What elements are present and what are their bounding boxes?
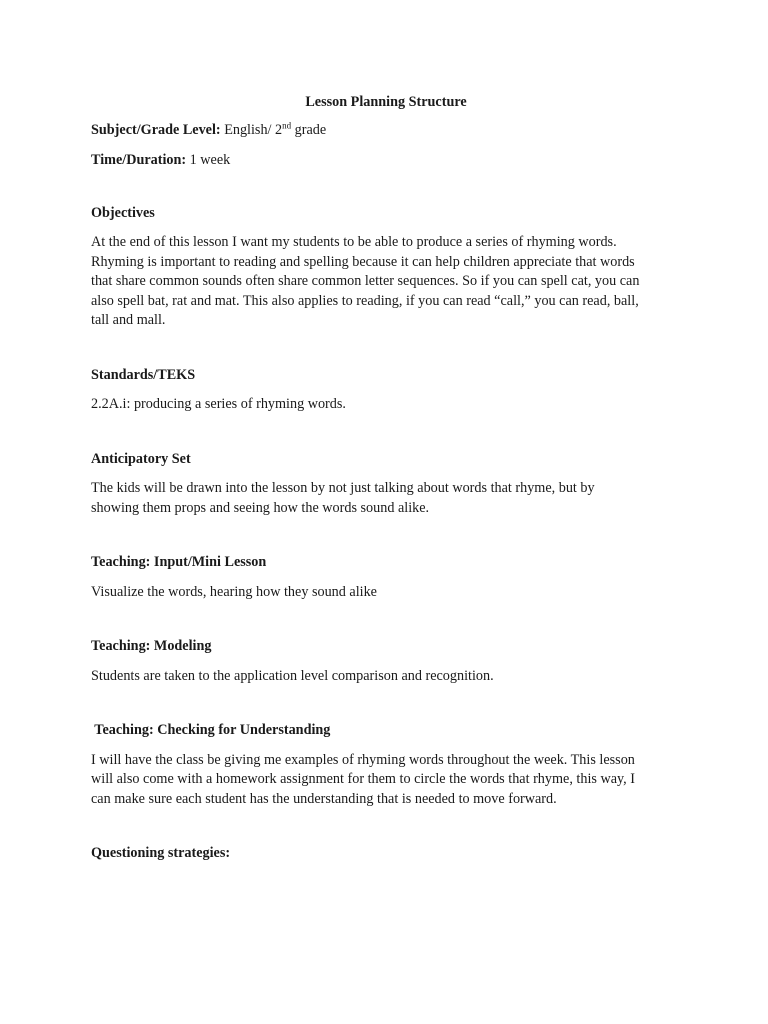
time-duration-value: 1 week — [189, 152, 231, 168]
standards-line: 2.2A.i: producing a series of rhyming words. — [91, 396, 346, 412]
objectives-line: also spell bat, rat and mat. This also applies to reading, if you can read “call,” you can read, ball, — [91, 292, 639, 309]
checking-understanding-line: I will have the class be giving me examples of rhyming words throughout the week. This lesson — [91, 751, 635, 768]
subject-grade-line — [91, 121, 681, 141]
anticipatory-set-paragraph — [91, 479, 681, 518]
anticipatory-set-line: The kids will be drawn into the lesson by not just talking about words that rhyme, but by — [91, 480, 595, 496]
modeling-heading: Teaching: Modeling — [91, 638, 212, 654]
objectives-line: tall and mall. — [91, 312, 166, 328]
checking-understanding-line: can make sure each student has the understanding that is needed to move forward. — [91, 790, 557, 807]
time-duration-label: Time/Duration: — [91, 152, 187, 168]
objectives-paragraph — [91, 233, 681, 331]
checking-understanding-paragraph — [91, 751, 681, 810]
checking-understanding-heading: Teaching: Checking for Understanding — [91, 722, 331, 738]
objectives-line: Rhyming is important to reading and spelling because it can help children appreciate that words — [91, 253, 635, 270]
input-mini-lesson-heading: Teaching: Input/Mini Lesson — [91, 554, 267, 570]
lesson-plan-document — [91, 93, 681, 874]
standards-paragraph — [91, 395, 681, 415]
standards-heading: Standards/TEKS — [91, 366, 196, 383]
subject-grade-value — [224, 119, 327, 138]
time-duration-line — [91, 151, 681, 171]
input-mini-lesson-paragraph — [91, 583, 681, 603]
modeling-paragraph — [91, 667, 681, 687]
ordinal-suffix: nd — [282, 119, 292, 130]
document-title: Lesson Planning Structure — [305, 94, 467, 110]
objectives-line: At the end of this lesson I want my students to be able to produce a series of rhyming words. — [91, 234, 617, 250]
input-mini-lesson-line: Visualize the words, hearing how they sound alike — [91, 583, 377, 600]
anticipatory-set-heading: Anticipatory Set — [91, 450, 191, 467]
objectives-line: that share common sounds often share common letter sequences. So if you can spell cat, you can — [91, 273, 640, 289]
subject-grade-label: Subject/Grade Level: — [91, 121, 221, 138]
questioning-strategies-heading: Questioning strategies: — [91, 845, 231, 861]
subject-grade-value-text: English/ 2 — [224, 121, 283, 138]
checking-understanding-line: will also come with a homework assignment for them to circle the words that rhyme, this way, I — [91, 771, 635, 787]
modeling-line: Students are taken to the application level comparison and recognition. — [91, 667, 494, 684]
objectives-heading: Objectives — [91, 204, 155, 221]
subject-grade-value-suffix: grade — [291, 121, 327, 138]
anticipatory-set-line: showing them props and seeing how the words sound alike. — [91, 499, 430, 516]
